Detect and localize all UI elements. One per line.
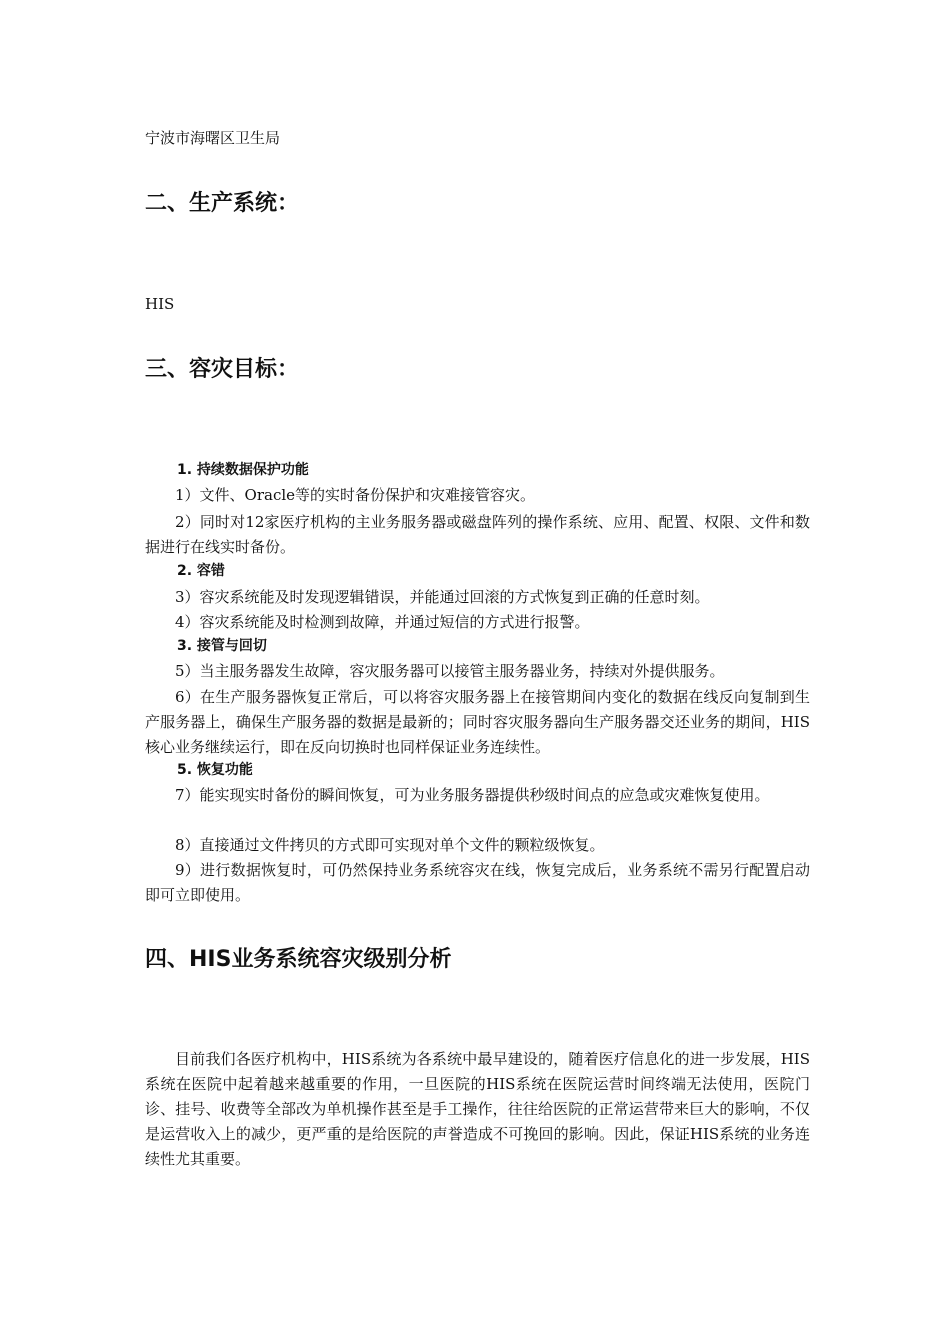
goal-item: 6）在生产服务器恢复正常后，可以将容灾服务器上在接管期间内变化的数据在线反向复制到生产服务器上，确保生产服务器的数据是最新的；同时容灾服务器向生产服务器交还业务的期间，HIS核心业务继续运行，即在反向切换时也同样保证业务连续性。 bbox=[145, 688, 810, 756]
section-heading-his-dr-analysis: 四、HIS业务系统容灾级别分析 bbox=[145, 947, 452, 972]
analysis-paragraph: 目前我们各医疗机构中，HIS系统为各系统中最早建设的，随着医疗信息化的进一步发展，HIS系统在医院中起着越来越重要的作用，一旦医院的HIS系统在医院运营时间终端无法使用，医院门诊、挂号、收费等全部改为单机操作甚至是手工操作，往往给医院的正常运营带来巨大的影响，不仅是运营收入上的减少，更严重的是给医院的声誉造成不可挽回的影响。因此，保证HIS系统的业务连续性尤其重要。 bbox=[145, 1050, 810, 1168]
goal-group-title: 5. 恢复功能 bbox=[177, 762, 253, 778]
goal-item: 7）能实现实时备份的瞬间恢复，可为业务服务器提供秒级时间点的应急或灾难恢复使用。 bbox=[175, 786, 770, 804]
goal-item: 8）直接通过文件拷贝的方式即可实现对单个文件的颗粒级恢复。 bbox=[175, 836, 605, 854]
section-heading-production-system: 二、生产系统： bbox=[145, 191, 300, 216]
goal-item: 5）当主服务器发生故障，容灾服务器可以接管主服务器业务，持续对外提供服务。 bbox=[175, 662, 725, 680]
goal-item: 9）进行数据恢复时，可仍然保持业务系统容灾在线，恢复完成后，业务系统不需另行配置启动即可立即使用。 bbox=[145, 861, 810, 904]
section-heading-dr-goals: 三、容灾目标： bbox=[145, 357, 300, 382]
goal-item: 1）文件、Oracle等的实时备份保护和灾难接管容灾。 bbox=[175, 486, 536, 504]
goal-group-title: 2. 容错 bbox=[177, 563, 225, 579]
production-system-name: HIS bbox=[145, 295, 175, 313]
organization-name: 宁波市海曙区卫生局 bbox=[145, 129, 281, 147]
goal-item: 4）容灾系统能及时检测到故障，并通过短信的方式进行报警。 bbox=[175, 613, 590, 631]
goal-item: 2）同时对12家医疗机构的主业务服务器或磁盘阵列的操作系统、应用、配置、权限、文件和数据进行在线实时备份。 bbox=[145, 513, 810, 556]
goal-group-title: 1. 持续数据保护功能 bbox=[177, 462, 309, 478]
goal-item: 3）容灾系统能及时发现逻辑错误，并能通过回滚的方式恢复到正确的任意时刻。 bbox=[175, 588, 710, 606]
goal-group-title: 3. 接管与回切 bbox=[177, 638, 267, 654]
